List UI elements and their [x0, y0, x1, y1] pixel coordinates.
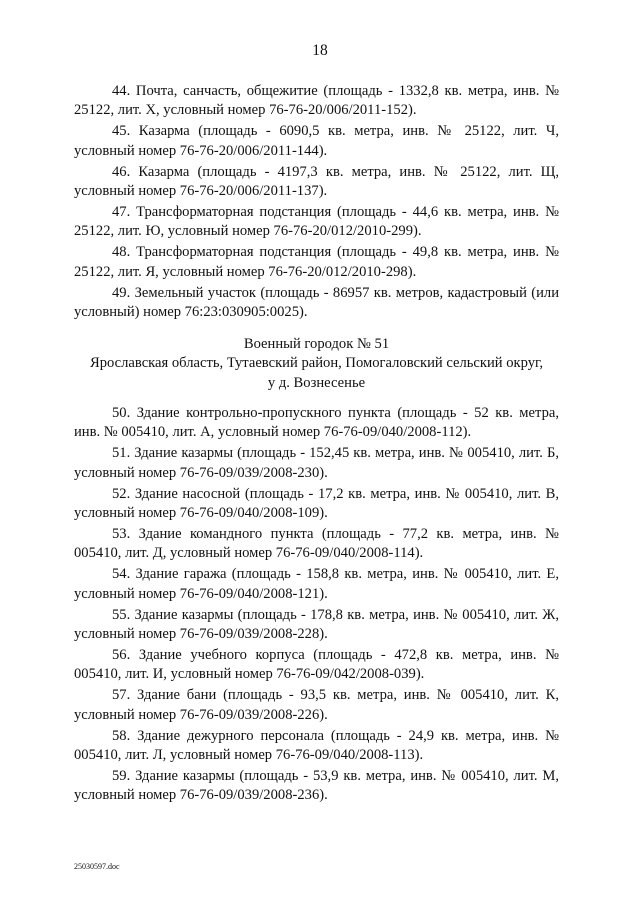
list-item: 50. Здание контрольно-пропускного пункта (площадь - 52 кв. метра, инв. № 005410, лит. А, условный номер 76-76-09/040/2008-112).: [74, 405, 559, 441]
list-item: 47. Трансформаторная подстанция (площадь - 44,6 кв. метра, инв. № 25122, лит. Ю, условный номер 76-76-20/012/2010-299).: [74, 203, 559, 240]
section-locality: у д. Вознесенье: [267, 374, 366, 391]
list-item: 54. Здание гаража (площадь - 158,8 кв. метра, инв. № 005410, лит. Е, условный номер 76-76-09/040/2008-121).: [74, 566, 559, 602]
list-item: 49. Земельный участок (площадь - 86957 кв. метров, кадастровый (или условный) номер 76:23:030905:0025).: [74, 284, 559, 320]
property-list-a: [74, 82, 559, 322]
list-item: 44. Почта, санчасть, общежитие (площадь - 1332,8 кв. метра, инв. № 25122, лит. Х, условный номер 76-76-20/006/2011-152).: [74, 83, 559, 119]
section-title: Военный городок № 51: [243, 336, 390, 352]
page-number: 18: [312, 42, 328, 59]
list-item: 48. Трансформаторная подстанция (площадь - 49,8 кв. метра, инв. № 25122, лит. Я, условный номер 76-76-20/012/2010-298).: [74, 244, 559, 280]
list-item: 45. Казарма (площадь - 6090,5 кв. метра, инв. № 25122, лит. Ч, условный номер 76-76-20/006/2011-144).: [74, 123, 559, 159]
section-location: Ярославская область, Тутаевский район, Помогаловский сельский округ,: [89, 355, 544, 372]
list-item: 53. Здание командного пункта (площадь - 77,2 кв. метра, инв. № 005410, лит. Д, условный номер 76-76-09/040/2008-114).: [74, 525, 559, 562]
list-item: 51. Здание казармы (площадь - 152,45 кв. метра, инв. № 005410, лит. Б, условный номер 76-76-09/039/2008-230).: [74, 445, 559, 481]
list-item: 46. Казарма (площадь - 4197,3 кв. метра, инв. № 25122, лит. Щ, условный номер 76-76-20/006/2011-137).: [74, 163, 559, 200]
section-heading: [74, 335, 559, 393]
list-item: 52. Здание насосной (площадь - 17,2 кв. метра, инв. № 005410, лит. В, условный номер 76-76-09/040/2008-109).: [74, 485, 559, 522]
file-name-footer: 25030597.doc: [74, 862, 120, 871]
list-item: 58. Здание дежурного персонала (площадь - 24,9 кв. метра, инв. № 005410, лит. Л, условный номер 76-76-09/040/2008-113).: [74, 727, 559, 763]
list-item: 57. Здание бани (площадь - 93,5 кв. метра, инв. № 005410, лит. К, условный номер 76-76-09/039/2008-226).: [74, 687, 559, 723]
list-item: 56. Здание учебного корпуса (площадь - 472,8 кв. метра, инв. № 005410, лит. И, условный номер 76-76-09/042/2008-039).: [74, 646, 559, 683]
list-item: 55. Здание казармы (площадь - 178,8 кв. метра, инв. № 005410, лит. Ж, условный номер 76-76-09/039/2008-228).: [74, 606, 559, 642]
property-list-b: [74, 404, 559, 806]
list-item: 59. Здание казармы (площадь - 53,9 кв. метра, инв. № 005410, лит. М, условный номер 76-76-09/039/2008-236).: [74, 767, 559, 804]
